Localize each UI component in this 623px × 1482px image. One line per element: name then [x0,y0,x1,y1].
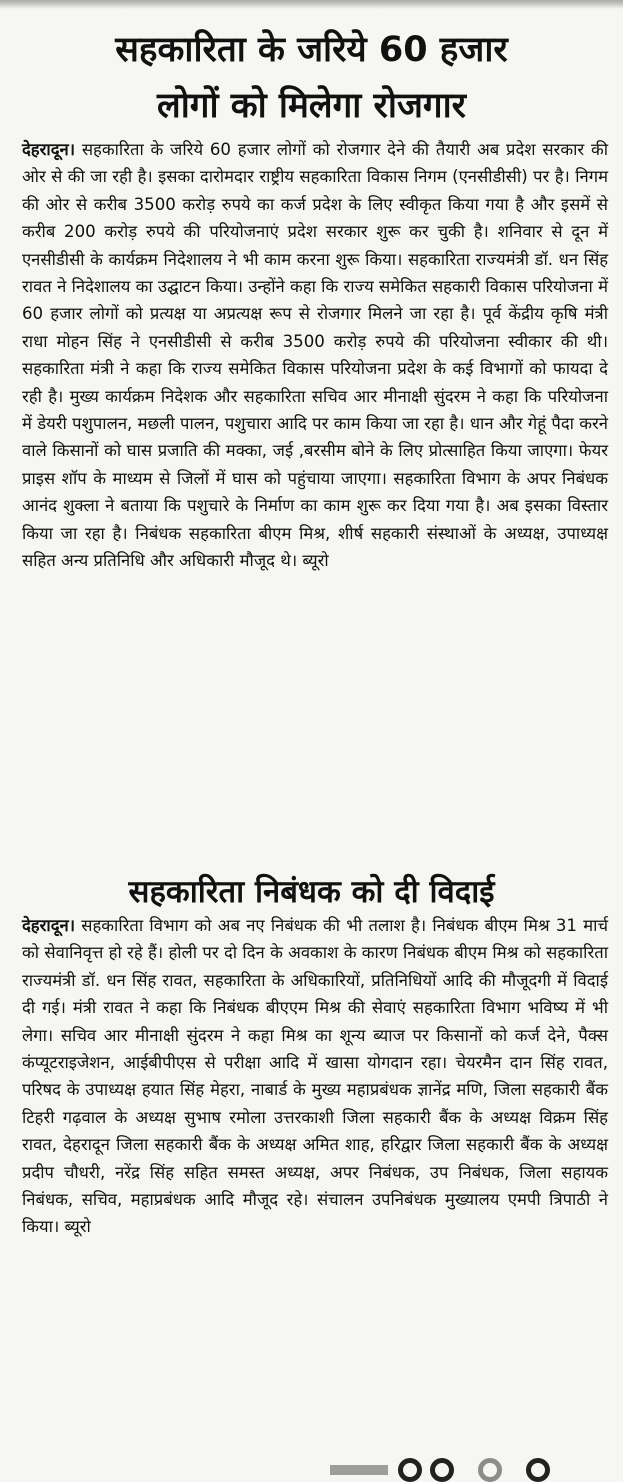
cropped-previous-text-strip [0,0,623,10]
cropped-ring-mark [526,1458,550,1482]
cropped-ring-mark [430,1458,454,1482]
article2-text: सहकारिता विभाग को अब नए निबंधक की भी तलाश है। निबंधक बीएम मिश्र 31 मार्च को सेवानिवृत्त हो रहे हैं। होली पर दो दिन के अवकाश के कारण निबंधक बीएम मिश्र को सहकारिता राज्यमंत्री डॉ. धन सिंह रावत, सहकारिता के अधिकारियों, प्रतिनिधियों आदि की मौजूदगी में विदाई दी गई। मंत्री रावत ने कहा कि निबंधक बीएएम मिश्र की सेवाएं सहकारिता विभाग भविष्य में भी लेगा। सचिव आर मीनाक्षी सुंदरम ने कहा मिश्र का शून्य ब्याज पर किसानों को कर्ज देने, पैक्स कंप्यूटराइजेशन, आईबीपीएस से परीक्षा आदि में खासा योगदान रहा। चेयरमैन दान सिंह रावत, परिषद के उपाध्यक्ष हयात सिंह मेहरा, नाबार्ड के मुख्य महाप्रबंधक ज्ञानेंद्र मणि, जिला सहकारी बैंक टिहरी गढ़वाल के अध्यक्ष सुभाष रमोला उत्तरकाशी जिला सहकारी बैंक के अध्यक्ष विक्रम सिंह रावत, देहरादून जिला सहकारी बैंक के अध्यक्ष अमित शाह, हरिद्वार जिला सहकारी बैंक के अध्यक्ष प्रदीप चौधरी, नरेंद्र सिंह सहित समस्त अध्यक्ष, अपर निबंधक, उप निबंधक, जिला सहायक निबंधक, सचिव, महाप्रबंधक आदि मौजूद रहे। संचालन उपनिबंधक मुख्यालय एमपी त्रिपाठी ने किया। ब्यूरो [22,916,608,1237]
article2-headline: सहकारिता निबंधक को दी विदाई [128,874,495,910]
article1-headline-line1: सहकारिता के जरिये 60 हजार [115,30,508,70]
article1-text: सहकारिता के जरिये 60 हजार लोगों को रोजगार देने की तैयारी अब प्रदेश सरकार की ओर से की जा रही है। इसका दारोमदार राष्ट्रीय सहकारिता विकास निगम (एनसीडीसी) पर है। निगम की ओर से करीब 3500 करोड़ रुपये का कर्ज प्रदेश के लिए स्वीकृत किया गया है और इसमें से करीब 200 करोड़ रुपये की परियोजनाएं प्रदेश सरकार शुरू कर चुकी है। शनिवार से दून में एनसीडीसी के कार्यक्रम निदेशालय ने भी काम करना शुरू किया। सहकारिता राज्यमंत्री डॉ. धन सिंह रावत ने निदेशालय का उद्घाटन किया। उन्होंने कहा कि राज्य समेकित सहकारी विकास परियोजना में 60 हजार लोगों को प्रत्यक्ष या अप्रत्यक्ष रूप से रोजगार मिलने जा रहा है। पूर्व केंद्रीय कृषि मंत्री राधा मोहन सिंह ने एनसीडीसी से करीब 3500 करोड़ रुपये की परियोजना स्वीकार की थी। सहकारिता मंत्री ने कहा कि राज्य समेकित विकास परियोजना प्रदेश के कई विभागों को फायदा दे रही है। मुख्य कार्यक्रम निदेशक और सहकारिता सचिव आर मीनाक्षी सुंदरम ने कहा कि परियोजना में डेयरी पशुपालन, मछली पालन, पशुचारा आदि पर काम किया जा रहा है। धान और गेहूं पैदा करने वाले किसानों को घास प्रजाति की मक्का, जई ,बरसीम बोने के लिए प्रोत्साहित किया जाएगा। फेयर प्राइस शॉप के माध्यम से जिलों में घास को पहुंचाया जाएगा। सहकारिता विभाग के अपर निबंधक आनंद शुक्ला ने बताया कि पशुचारे के निर्माण का काम शुरू कर दिया गया है। अब इसका विस्तार किया जा रहा है। निबंधक सहकारिता बीएम मिश्र, शीर्ष सहकारी संस्थाओं के अध्यक्ष, उपाध्यक्ष सहित अन्य प्रतिनिधि और अधिकारी मौजूद थे। ब्यूरो [22,140,608,571]
cropped-next-content-marks [330,1455,600,1479]
article1-headline [10,22,613,134]
article1-body [22,136,608,575]
cropped-ring-mark [398,1458,422,1482]
article1-dateline: देहरादून। [22,140,76,159]
cropped-bar-mark [330,1465,388,1475]
article2-body [22,912,608,1241]
cropped-ring-mark [478,1458,502,1482]
article2-dateline: देहरादून। [22,916,76,935]
article1-headline-line2: लोगों को मिलेगा रोजगार [157,86,466,126]
